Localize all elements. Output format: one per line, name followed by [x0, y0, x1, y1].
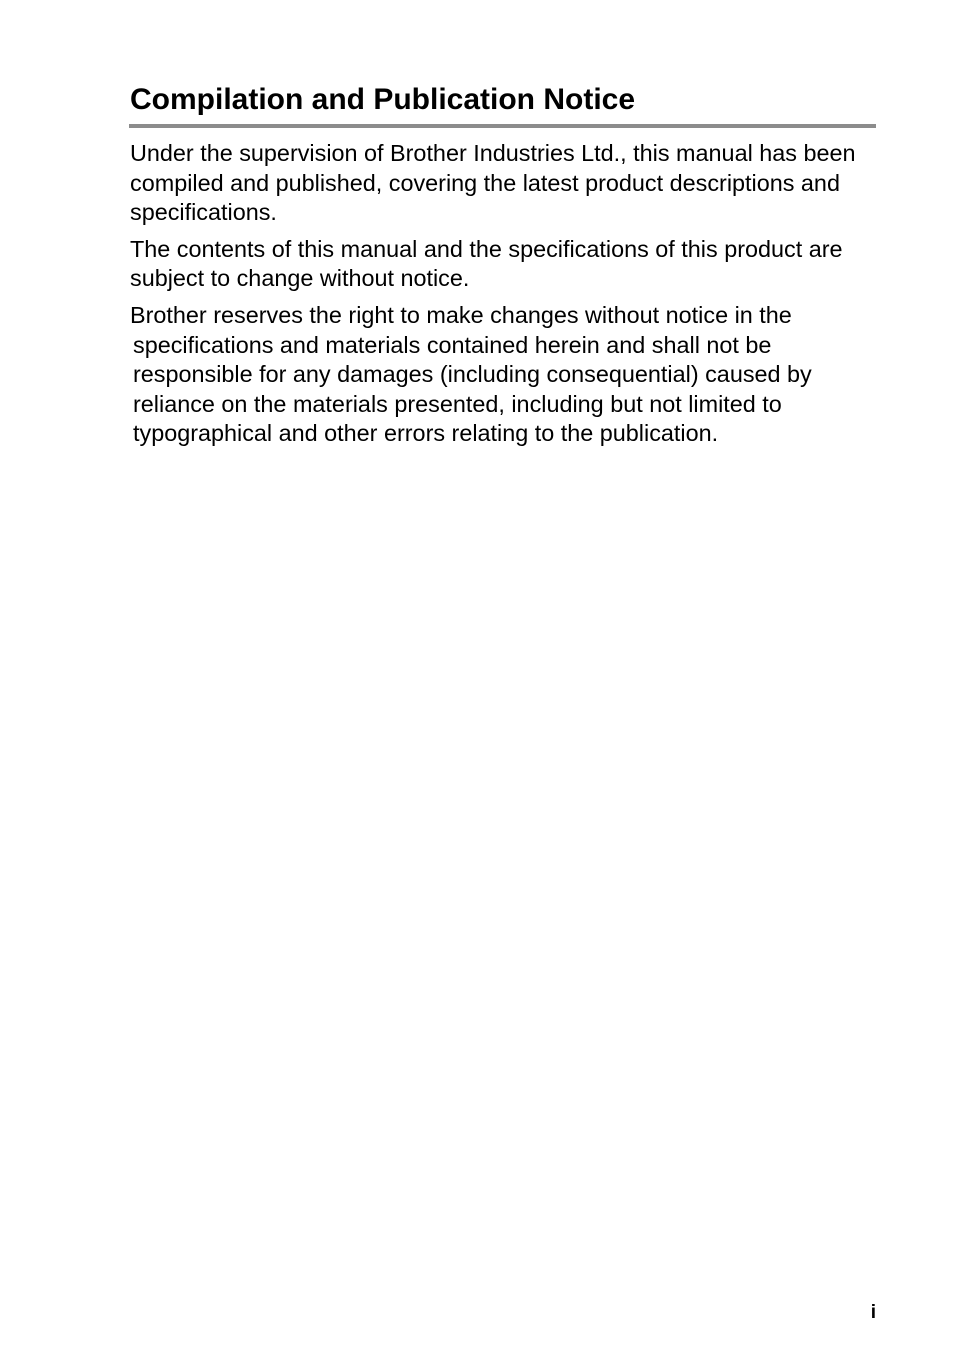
- supervision-paragraph: Under the supervision of Brother Industries Ltd., this manual has been compiled and published, covering the latest product descriptions and specifications.: [130, 140, 856, 226]
- page-number: i: [870, 1302, 876, 1323]
- title-divider: [129, 124, 876, 128]
- notice-body: [130, 139, 878, 456]
- liability-paragraph: Brother reserves the right to make changes without notice in the specifications and materials contained herein and shall not be responsible for any damages (including consequential) caused by reliance on the materials presented, including but not limited to typographical and other errors relating to the publication.: [130, 301, 812, 447]
- change-notice-paragraph: The contents of this manual and the specifications of this product are subject to change without notice.: [130, 235, 843, 292]
- page-title: Compilation and Publication Notice: [130, 83, 636, 116]
